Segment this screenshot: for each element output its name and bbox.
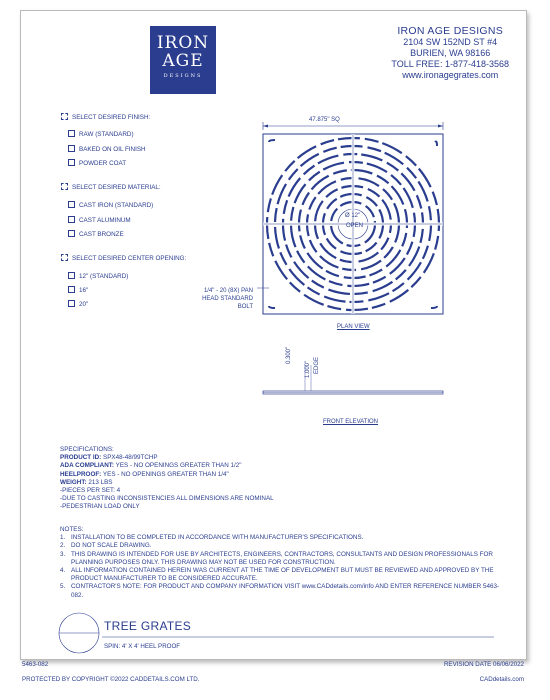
checkbox-icon[interactable]: [68, 286, 75, 293]
opening-option: 20": [68, 300, 88, 309]
checkbox-icon[interactable]: [68, 130, 75, 137]
checkbox-icon[interactable]: [68, 230, 75, 237]
material-option: CAST BRONZE: [68, 230, 124, 239]
checkbox-icon[interactable]: [68, 145, 75, 152]
opening-option: 12" (STANDARD): [68, 272, 128, 281]
company-address-2: BURIEN, WA 98166: [410, 48, 491, 58]
notes-header: NOTES:: [60, 526, 84, 533]
plan-width-dimension: 47.875" SQ: [309, 117, 340, 123]
spec-casting: -DUE TO CASTING INCONSISTENCIES ALL DIMENSIONS ARE NOMINAL: [60, 495, 274, 503]
checkbox-icon[interactable]: [68, 272, 75, 279]
company-address-1: 2104 SW 152ND ST #4: [403, 37, 498, 47]
opening-checkbox-icon[interactable]: [61, 254, 68, 261]
company-logo: [150, 26, 216, 94]
note-item: 3. THIS DRAWING IS INTENDED FOR USE BY ARCHITECTS, ENGINEERS, CONTRACTORS, CONSULTANTS AND DESIGN PROFESSIONALS FOR PLANNING PURPOSES ONLY. THIS DRAWING MAY NOT BE USED FOR CONSTRUCTION.: [60, 550, 493, 566]
front-elevation-drawing: [255, 355, 455, 405]
elevation-edge-label: EDGE: [314, 356, 320, 374]
bolt-callout: 1/4" - 20 (8X) PAN HEAD STANDARD BOLT: [202, 288, 253, 310]
finish-header: SELECT DESIRED FINISH:: [61, 113, 150, 122]
company-website: www.ironagegrates.com: [402, 70, 499, 80]
reference-number: 5463-082: [22, 661, 49, 668]
specs-header: SPECIFICATIONS:: [60, 446, 114, 453]
center-opening-dimension: Ø 12": [345, 213, 361, 219]
material-option: CAST IRON (STANDARD): [68, 201, 153, 210]
checkbox-icon[interactable]: [68, 201, 75, 208]
front-elevation-label: FRONT ELEVATION: [323, 419, 379, 425]
opening-header: SELECT DESIRED CENTER OPENING:: [61, 254, 186, 263]
center-opening-label: OPEN: [346, 223, 364, 229]
elevation-dim-thickness: 0.300": [286, 346, 292, 364]
checkbox-icon[interactable]: [68, 216, 75, 223]
company-info: [391, 26, 509, 81]
checkbox-icon[interactable]: [68, 159, 75, 166]
note-item: 1. INSTALLATION TO BE COMPLETED IN ACCORDANCE WITH MANUFACTURER'S SPECIFICATIONS.: [60, 534, 364, 542]
note-item: 5. CONTRACTOR'S NOTE: FOR PRODUCT AND COMPANY INFORMATION VISIT www.CADdetails.com/info AND ENTER REFERENCE NUMBER 5463-082.: [60, 583, 500, 599]
revision-date: REVISION DATE 06/06/2022: [443, 661, 524, 668]
spec-product-id: PRODUCT ID: SPX48-48/99TCHP: [60, 454, 158, 462]
company-name: IRON AGE DESIGNS: [397, 25, 504, 37]
finish-option: BAKED ON OIL FINISH: [68, 145, 146, 154]
elevation-dim-edge: 1.000": [305, 360, 311, 378]
notes: [60, 526, 500, 600]
logo-line-1: IRON: [156, 33, 210, 53]
drawing-title: TREE GRATES: [104, 619, 192, 633]
material-option: CAST ALUMINUM: [68, 216, 131, 225]
spec-weight: WEIGHT: 213 LBS: [60, 478, 113, 486]
material-checkbox-icon[interactable]: [61, 183, 68, 190]
checkbox-icon[interactable]: [68, 300, 75, 307]
note-item: 4. ALL INFORMATION CONTAINED HEREIN WAS CURRENT AT THE TIME OF DEVELOPMENT BUT MUST BE REVIEWED AND APPROVED BY THE PRODUCT MANUFACTURER TO BE CONSIDERED ACCURATE.: [60, 567, 494, 583]
drawing-subtitle: SPIN: 4' X 4' HEEL PROOF: [104, 643, 181, 650]
plan-view-label: PLAN VIEW: [337, 324, 370, 330]
spec-pieces: -PIECES PER SET: 4: [60, 487, 121, 495]
cad-details-brand[interactable]: CADdetails.com: [479, 676, 524, 683]
company-phone: TOLL FREE: 1-877-418-3568: [391, 59, 509, 69]
copyright: PROTECTED BY COPYRIGHT ©2022 CADDETAILS.COM LTD.: [22, 676, 200, 683]
spec-load: -PEDESTRIAN LOAD ONLY: [60, 503, 140, 511]
note-item: 2. DO NOT SCALE DRAWING.: [60, 542, 152, 550]
specifications: [60, 446, 500, 512]
logo-line-2: AGE: [162, 51, 204, 71]
finish-checkbox-icon[interactable]: [61, 113, 68, 120]
finish-option: RAW (STANDARD): [68, 130, 134, 139]
spec-ada: ADA COMPLIANT: YES - NO OPENINGS GREATER THAN 1/2": [60, 462, 242, 470]
finish-option: POWDER COAT: [68, 159, 126, 168]
logo-line-3: DESIGNS: [163, 73, 203, 79]
plan-view-drawing: [255, 112, 455, 332]
material-header: SELECT DESIRED MATERIAL:: [61, 183, 161, 192]
spec-heelproof: HEELPROOF: YES - NO OPENINGS GREATER THAN 1/4": [60, 470, 229, 478]
opening-option: 16": [68, 286, 88, 295]
